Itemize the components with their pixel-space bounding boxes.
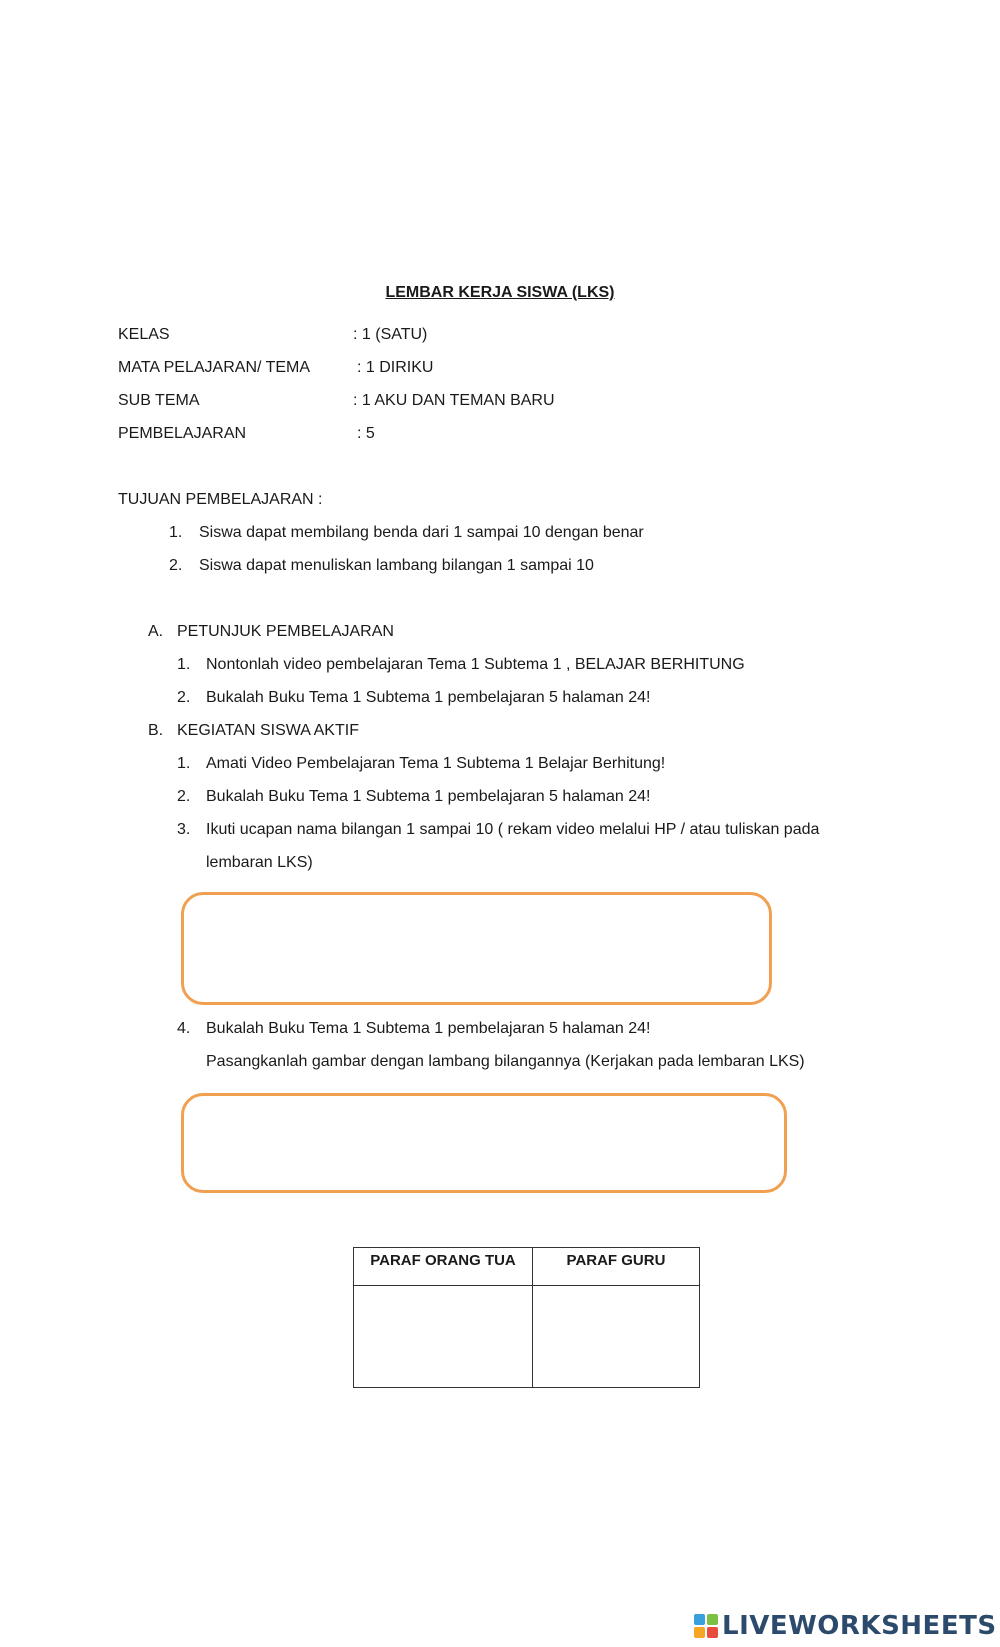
section-a-item-text: Bukalah Buku Tema 1 Subtema 1 pembelajaran 5 halaman 24! xyxy=(206,689,651,706)
section-b-letter: B. xyxy=(148,722,164,739)
logo-mark-icon xyxy=(694,1614,718,1638)
subtema-label: SUB TEMA xyxy=(118,392,200,409)
tujuan-heading: TUJUAN PEMBELAJARAN : xyxy=(118,491,323,508)
teacher-signature-cell[interactable] xyxy=(533,1286,700,1388)
section-b-item-text: Amati Video Pembelajaran Tema 1 Subtema 1 Belajar Berhitung! xyxy=(206,755,666,772)
page-title: LEMBAR KERJA SISWA (LKS) xyxy=(385,284,615,301)
section-b-item-text: Bukalah Buku Tema 1 Subtema 1 pembelajaran 5 halaman 24! xyxy=(206,1020,651,1037)
section-b-item-text-cont: lembaran LKS) xyxy=(206,854,313,871)
section-a-letter: A. xyxy=(148,623,164,640)
brand-name: LIVEWORKSHEETS xyxy=(722,1611,997,1641)
section-b-item-num: 2. xyxy=(177,788,191,805)
col-header-parent: PARAF ORANG TUA xyxy=(354,1248,533,1286)
kelas-value: : 1 (SATU) xyxy=(353,326,428,343)
pembelajaran-value: : 5 xyxy=(357,425,375,442)
section-a-item-num: 2. xyxy=(177,689,191,706)
signature-table xyxy=(353,1247,700,1388)
subtema-value: : 1 AKU DAN TEMAN BARU xyxy=(353,392,555,409)
mapel-label: MATA PELAJARAN/ TEMA xyxy=(118,359,311,376)
section-a-item-text: Nontonlah video pembelajaran Tema 1 Subtema 1 , BELAJAR BERHITUNG xyxy=(206,656,745,673)
section-b-item-text: Bukalah Buku Tema 1 Subtema 1 pembelajaran 5 halaman 24! xyxy=(206,788,651,805)
tujuan-item-text: Siswa dapat menuliskan lambang bilangan 1 sampai 10 xyxy=(199,557,594,574)
pembelajaran-label: PEMBELAJARAN xyxy=(118,425,247,442)
section-b-item-num: 1. xyxy=(177,755,191,772)
tujuan-item-num: 1. xyxy=(169,524,183,541)
section-b-item-text-cont: Pasangkanlah gambar dengan lambang bilangannya (Kerjakan pada lembaran LKS) xyxy=(206,1053,805,1070)
tujuan-item-text: Siswa dapat membilang benda dari 1 sampai 10 dengan benar xyxy=(199,524,644,541)
tujuan-item-num: 2. xyxy=(169,557,183,574)
section-a-item-num: 1. xyxy=(177,656,191,673)
section-b-item-num: 4. xyxy=(177,1020,191,1037)
answer-box-2[interactable] xyxy=(181,1093,787,1193)
section-b-item-num: 3. xyxy=(177,821,191,838)
mapel-value: : 1 DIRIKU xyxy=(357,359,434,376)
col-header-teacher: PARAF GURU xyxy=(533,1248,700,1286)
kelas-label: KELAS xyxy=(118,326,170,343)
parent-signature-cell[interactable] xyxy=(354,1286,533,1388)
section-b-item-text: Ikuti ucapan nama bilangan 1 sampai 10 ( rekam video melalui HP / atau tuliskan pada xyxy=(206,821,820,838)
liveworksheets-logo xyxy=(694,1610,997,1642)
section-b-heading: KEGIATAN SISWA AKTIF xyxy=(177,722,359,739)
answer-box-1[interactable] xyxy=(181,892,772,1005)
section-a-heading: PETUNJUK PEMBELAJARAN xyxy=(177,623,394,640)
